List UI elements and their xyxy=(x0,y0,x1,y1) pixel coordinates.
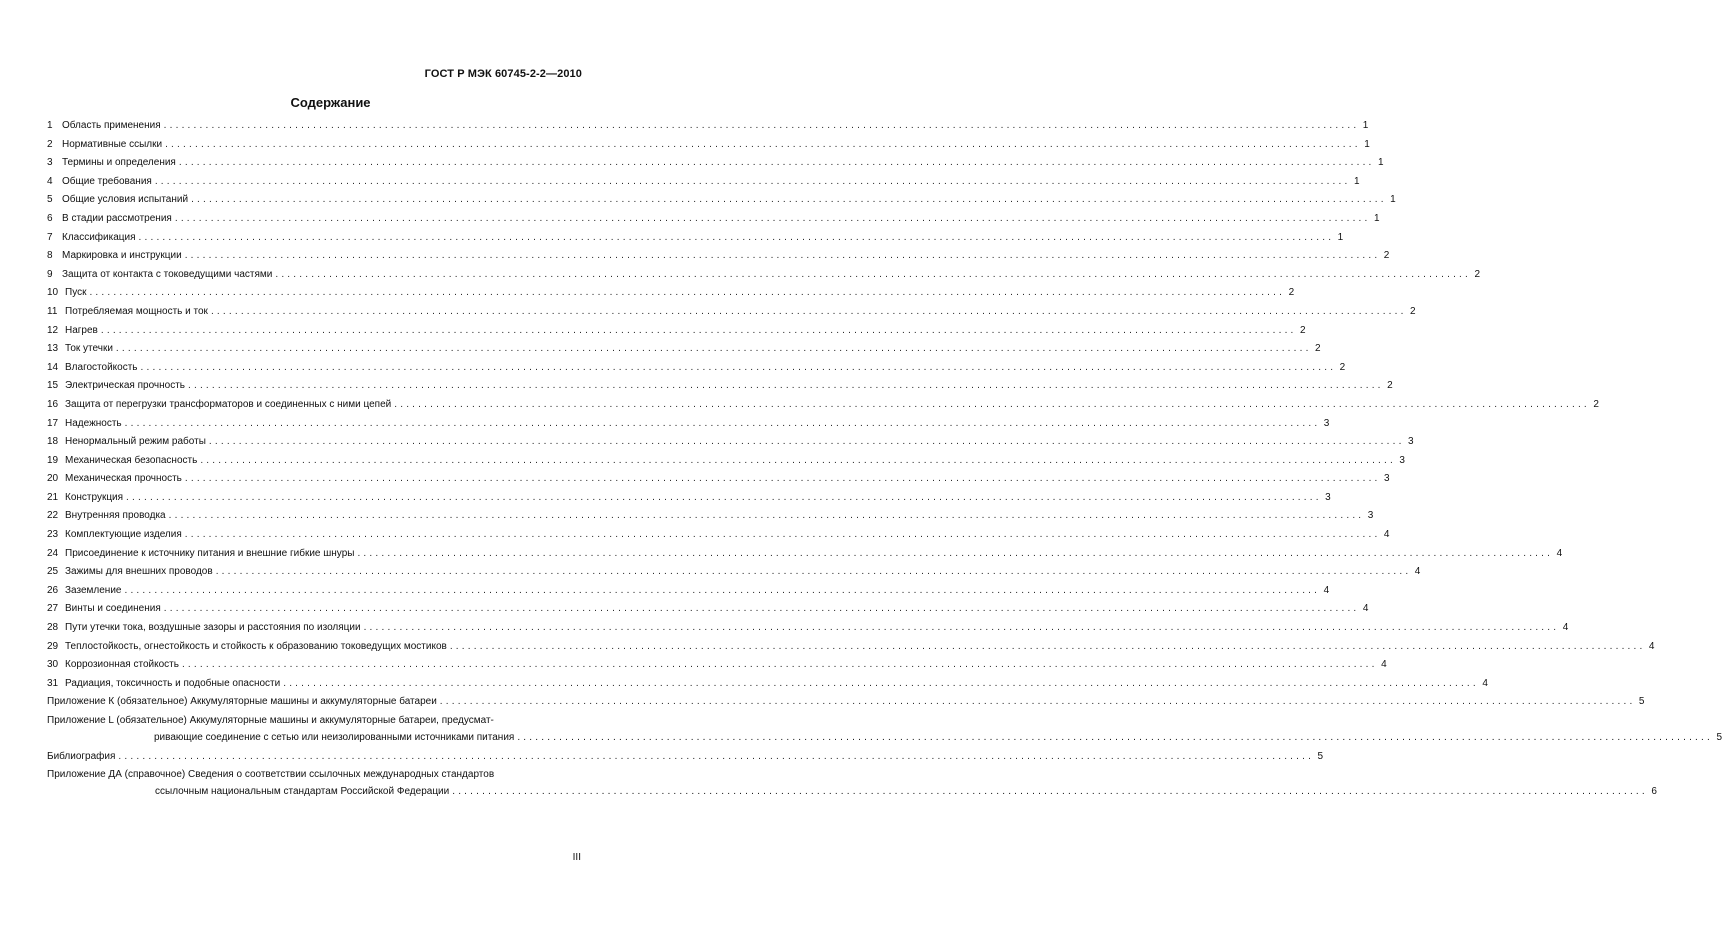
toc-annex-da-line2: ссылочным национальным стандартам Российской Федерации xyxy=(155,786,450,798)
toc-entry-label: Классификация xyxy=(62,231,136,243)
toc-entry-number: 5 xyxy=(47,194,53,206)
toc-annex-k[interactable] xyxy=(47,696,1645,708)
toc-entry-label: Нормативные ссылки xyxy=(62,138,163,150)
toc-entry-page: 2 xyxy=(1410,305,1416,317)
toc-entry-number: 6 xyxy=(47,212,53,224)
toc-entry[interactable] xyxy=(47,510,1374,522)
toc-entry-number: 3 xyxy=(47,157,53,169)
toc-entry-page: 4 xyxy=(1383,529,1390,541)
toc-entry-number: 16 xyxy=(47,398,59,410)
toc-annex-l-line2: ривающие соединение с сетью или неизолированными источниками питания xyxy=(154,732,515,743)
toc-entry-label: Пути утечки тока, воздушные зазоры и расстояния по изоляции xyxy=(65,622,361,634)
toc-leader-dots: ........................................................................................................................................................................................................ xyxy=(184,250,1381,262)
toc-entry[interactable] xyxy=(47,584,1330,597)
toc-entry-number: 23 xyxy=(47,529,59,541)
toc-leader-dots: ........................................................................................................................................................................................................ xyxy=(363,622,1560,634)
toc-entry-label: Зажимы для внешних проводов xyxy=(65,566,213,578)
toc-entry[interactable] xyxy=(47,417,1330,430)
toc-entry-number: 19 xyxy=(47,454,59,466)
toc-leader-dots: ........................................................................................................................................................................................................ xyxy=(168,510,1365,522)
toc-entry[interactable] xyxy=(47,436,1414,448)
toc-annex-k-page: 5 xyxy=(1638,696,1645,708)
toc-entry-number: 30 xyxy=(47,659,59,671)
page-title: Содержание xyxy=(290,95,371,110)
toc-leader-dots: ........................................................................................................................................................................................................ xyxy=(165,138,1361,150)
toc-entry-label: Присоединение к источнику питания и внешние гибкие шнуры xyxy=(65,547,355,559)
toc-leader-dots: ........................................................................................................................................................................................................ xyxy=(154,175,1351,187)
toc-entry-number: 11 xyxy=(47,305,58,317)
toc-entry-number: 13 xyxy=(47,343,59,355)
toc-entry-number: 9 xyxy=(47,268,53,280)
toc-leader-dots: ........................................................................................................................................................................................................ xyxy=(124,584,1321,596)
toc-annex-k-label: Приложение К (обязательное) Аккумуляторные машины и аккумуляторные батареи xyxy=(47,696,437,708)
toc-entry[interactable] xyxy=(47,547,1563,560)
table-of-contents xyxy=(47,120,1722,805)
toc-leader-dots: ........................................................................................................................................................................................................ xyxy=(283,677,1479,689)
toc-entry-label: Нагрев xyxy=(65,324,98,336)
toc-entry-page: 1 xyxy=(1362,120,1369,131)
toc-leader-dots: ........................................................................................................................................................................................................ xyxy=(191,194,1387,206)
toc-bibliography-label: Библиография xyxy=(47,750,116,762)
toc-leader-dots: ........................................................................................................................................................................................................ xyxy=(163,120,1360,131)
toc-entry-number: 12 xyxy=(47,324,59,336)
toc-entry-label: Ненормальный режим работы xyxy=(65,436,206,448)
toc-entry[interactable] xyxy=(47,194,1396,206)
toc-leader-dots: ........................................................................................................................................................................................................ xyxy=(126,491,1322,503)
toc-bibliography-page: 5 xyxy=(1317,750,1324,762)
document-header: ГОСТ Р МЭК 60745-2-2—2010 xyxy=(424,68,582,80)
toc-entry-number: 24 xyxy=(47,547,59,559)
toc-entry-number: 8 xyxy=(47,250,53,262)
toc-entry-number: 10 xyxy=(47,287,59,299)
toc-entry-page: 4 xyxy=(1482,677,1488,689)
toc-entry-label: В стадии рассмотрения xyxy=(62,212,172,224)
toc-entry-number: 14 xyxy=(47,361,59,373)
toc-entry-page: 2 xyxy=(1387,380,1393,392)
toc-entry-page: 3 xyxy=(1383,473,1390,485)
toc-entry-number: 31 xyxy=(47,677,59,689)
toc-entry-number: 29 xyxy=(47,640,59,652)
toc-entry-label: Защита от перегрузки трансформаторов и соединенных с ними цепей xyxy=(65,398,392,410)
toc-entry[interactable] xyxy=(47,120,1369,132)
toc-entry[interactable] xyxy=(47,212,1380,225)
toc-entry[interactable] xyxy=(47,157,1384,169)
toc-entry-page: 1 xyxy=(1353,175,1360,187)
toc-entry[interactable] xyxy=(47,250,1390,262)
toc-entry-label: Общие условия испытаний xyxy=(62,194,189,206)
toc-entry-label: Термины и определения xyxy=(62,157,176,169)
toc-entry-number: 20 xyxy=(47,473,59,485)
toc-entry-page: 4 xyxy=(1562,622,1569,634)
toc-entry[interactable] xyxy=(47,603,1369,615)
toc-leader-dots: ........................................................................................................................................................................................................ xyxy=(449,640,1646,652)
toc-entry[interactable] xyxy=(47,640,1655,653)
toc-entry-label: Механическая безопасность xyxy=(65,454,198,466)
toc-entry-page: 4 xyxy=(1648,640,1655,652)
toc-entry[interactable] xyxy=(47,622,1569,634)
toc-entry-number: 4 xyxy=(47,175,53,187)
toc-entry-page: 4 xyxy=(1556,547,1563,559)
toc-entry-label: Винты и соединения xyxy=(65,603,161,615)
toc-entry-page: 1 xyxy=(1377,157,1384,169)
toc-leader-dots: ........................................................................................................................................................................................................ xyxy=(184,529,1381,541)
toc-entry-page: 2 xyxy=(1474,268,1481,280)
toc-entry-page: 3 xyxy=(1325,491,1331,503)
toc-entry-page: 2 xyxy=(1593,398,1599,410)
toc-entry-label: Электрическая прочность xyxy=(65,380,185,392)
toc-leader-dots: ........................................................................................................................................................................................................ xyxy=(118,750,1315,762)
toc-entry[interactable] xyxy=(47,677,1488,690)
toc-entry-label: Заземление xyxy=(65,584,122,596)
toc-leader-dots: ........................................................................................................................................................................................................ xyxy=(275,268,1472,280)
page-number: III xyxy=(572,852,581,863)
toc-entry-number: 17 xyxy=(47,417,59,429)
toc-entry-number: 22 xyxy=(47,510,59,522)
toc-entry-label: Маркировка и инструкции xyxy=(62,250,182,262)
toc-leader-dots: ........................................................................................................................................................................................................ xyxy=(115,343,1312,355)
toc-entry[interactable] xyxy=(47,491,1331,504)
toc-entries xyxy=(47,120,1655,690)
toc-entry-label: Область применения xyxy=(62,120,161,131)
toc-entry-page: 3 xyxy=(1323,417,1330,429)
toc-entry-number: 1 xyxy=(47,120,53,131)
toc-annex-l-page: 5 xyxy=(1716,732,1722,743)
toc-bibliography[interactable] xyxy=(47,750,1324,763)
toc-entry-page: 2 xyxy=(1315,343,1321,355)
toc-leader-dots: ........................................................................................................................................................................................................ xyxy=(215,566,1412,578)
toc-entry-label: Защита от контакта с токоведущими частями xyxy=(62,268,273,280)
toc-leader-dots: ........................................................................................................................................................................................................ xyxy=(208,436,1405,448)
toc-annex-da-line1: Приложение ДА (справочное) Сведения о соответствии ссылочных международных стандартов xyxy=(47,769,495,781)
toc-entry[interactable] xyxy=(47,398,1599,411)
toc-leader-dots: ........................................................................................................................................................................................................ xyxy=(100,324,1297,336)
toc-entry-label: Конструкция xyxy=(65,491,124,503)
toc-leader-dots: ........................................................................................................................................................................................................ xyxy=(174,212,1371,224)
toc-entry[interactable] xyxy=(47,231,1344,244)
toc-entry-number: 27 xyxy=(47,603,59,615)
toc-entry[interactable] xyxy=(47,287,1295,299)
toc-leader-dots: ........................................................................................................................................................................................................ xyxy=(210,305,1407,317)
toc-entry[interactable] xyxy=(47,380,1393,392)
toc-entry-page: 1 xyxy=(1337,231,1344,243)
toc-entry-label: Влагостойкость xyxy=(65,361,138,373)
toc-entry-number: 7 xyxy=(47,231,53,243)
toc-entry-page: 3 xyxy=(1399,454,1405,466)
toc-leader-dots: ........................................................................................................................................................................................................ xyxy=(452,786,1648,798)
toc-entry-label: Надежность xyxy=(65,417,122,429)
toc-entry-label: Коррозионная стойкость xyxy=(65,659,179,671)
toc-entry-label: Внутренняя проводка xyxy=(65,510,166,522)
toc-entry[interactable] xyxy=(47,138,1370,151)
toc-entry-page: 3 xyxy=(1408,436,1414,448)
toc-entry-number: 18 xyxy=(47,436,59,448)
toc-leader-dots: ........................................................................................................................................................................................................ xyxy=(200,454,1396,466)
toc-entry-label: Потребляемая мощность и ток xyxy=(65,305,208,317)
toc-leader-dots: ........................................................................................................................................................................................................ xyxy=(163,603,1360,615)
toc-entry-page: 1 xyxy=(1373,212,1380,224)
toc-leader-dots: ........................................................................................................................................................................................................ xyxy=(138,231,1335,243)
toc-leader-dots: ........................................................................................................................................................................................................ xyxy=(188,380,1384,392)
toc-entry-page: 4 xyxy=(1381,659,1387,671)
toc-entry-page: 1 xyxy=(1390,194,1396,206)
toc-entry-label: Ток утечки xyxy=(65,343,113,355)
toc-leader-dots: ........................................................................................................................................................................................................ xyxy=(439,696,1636,708)
toc-annex-l-line1: Приложение L (обязательное) Аккумуляторные машины и аккумуляторные батареи, предусмат- xyxy=(47,715,494,726)
toc-leader-dots: ........................................................................................................................................................................................................ xyxy=(140,361,1337,373)
toc-leader-dots: ........................................................................................................................................................................................................ xyxy=(357,547,1554,559)
toc-entry-page: 2 xyxy=(1339,361,1346,373)
toc-entry-label: Пуск xyxy=(65,287,87,299)
toc-leader-dots: ........................................................................................................................................................................................................ xyxy=(517,732,1713,743)
toc-leader-dots: ........................................................................................................................................................................................................ xyxy=(181,659,1378,671)
toc-entry[interactable] xyxy=(47,361,1346,374)
toc-entry-page: 4 xyxy=(1362,603,1369,615)
toc-leader-dots: ........................................................................................................................................................................................................ xyxy=(89,287,1286,299)
toc-entry-number: 15 xyxy=(47,380,59,392)
toc-leader-dots: ........................................................................................................................................................................................................ xyxy=(124,417,1321,429)
toc-entry[interactable] xyxy=(47,268,1481,281)
toc-entry-label: Радиация, токсичность и подобные опасности xyxy=(65,677,281,689)
toc-entry[interactable] xyxy=(47,529,1390,541)
toc-annex-da[interactable] xyxy=(47,769,1657,798)
toc-entry-page: 3 xyxy=(1367,510,1374,522)
toc-leader-dots: ........................................................................................................................................................................................................ xyxy=(184,473,1381,485)
toc-entry-label: Комплектующие изделия xyxy=(65,529,182,541)
toc-entry[interactable] xyxy=(47,454,1405,467)
toc-leader-dots: ........................................................................................................................................................................................................ xyxy=(394,398,1590,410)
toc-entry[interactable] xyxy=(47,305,1416,318)
toc-entry[interactable] xyxy=(47,473,1390,485)
toc-entry[interactable] xyxy=(47,659,1387,671)
toc-entry-page: 4 xyxy=(1414,566,1421,578)
toc-entry-page: 2 xyxy=(1383,250,1390,262)
toc-entry[interactable] xyxy=(47,324,1306,337)
toc-leader-dots: ........................................................................................................................................................................................................ xyxy=(178,157,1375,169)
toc-entry[interactable] xyxy=(47,343,1321,355)
toc-entry-page: 2 xyxy=(1299,324,1306,336)
toc-entry-number: 25 xyxy=(47,566,59,578)
toc-annex-l[interactable] xyxy=(47,715,1722,744)
toc-entry-number: 21 xyxy=(47,491,59,503)
toc-entry-page: 2 xyxy=(1288,287,1295,299)
toc-entry-number: 28 xyxy=(47,622,59,634)
toc-entry-label: Теплостойкость, огнестойкость и стойкость к образованию токоведущих мостиков xyxy=(65,640,447,652)
toc-annex-da-page: 6 xyxy=(1651,786,1657,798)
toc-entry-number: 26 xyxy=(47,584,59,596)
toc-entry-page: 1 xyxy=(1364,138,1370,150)
toc-entry-label: Общие требования xyxy=(62,175,152,187)
toc-entry-label: Механическая прочность xyxy=(65,473,182,485)
toc-entry-number: 2 xyxy=(47,138,53,150)
toc-entry-page: 4 xyxy=(1323,584,1330,596)
toc-entry[interactable] xyxy=(47,175,1360,188)
toc-entry[interactable] xyxy=(47,566,1421,578)
